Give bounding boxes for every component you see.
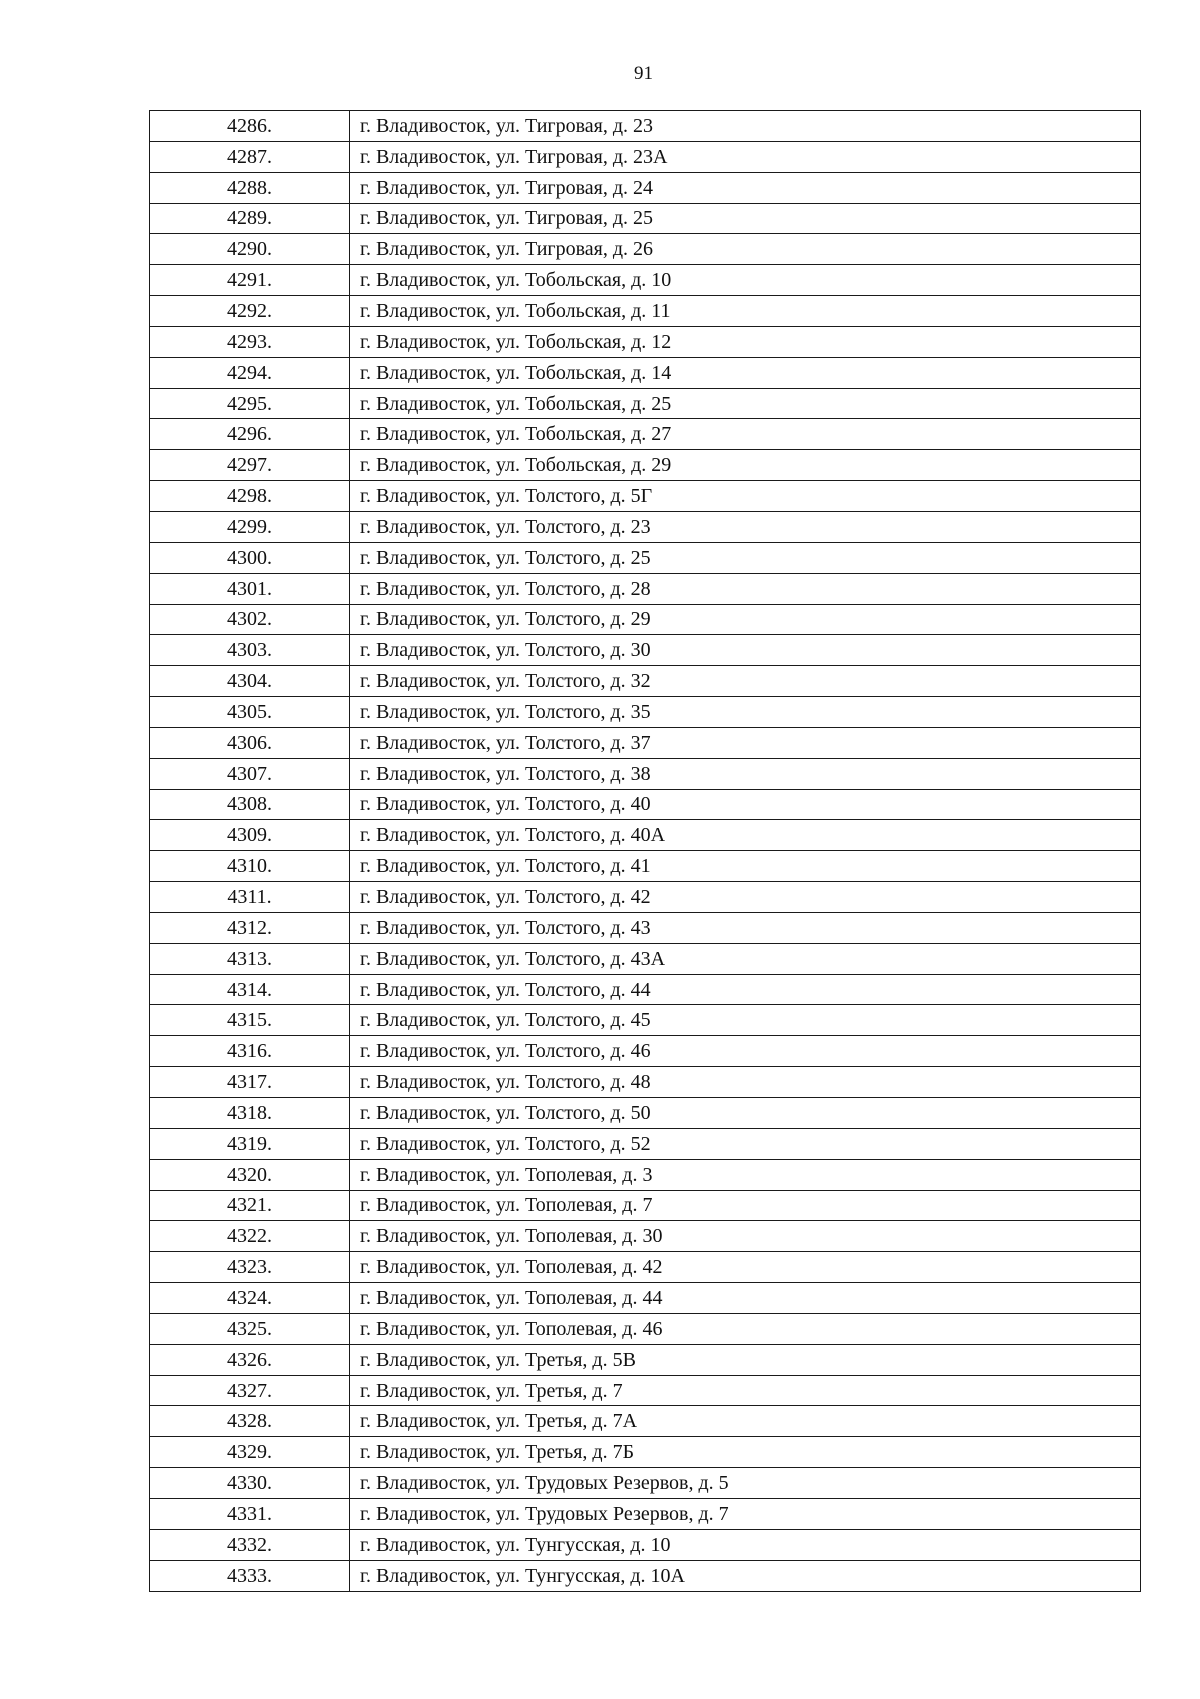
- address-cell: г. Владивосток, ул. Тобольская, д. 27: [350, 419, 1141, 450]
- row-number-cell: 4332.: [150, 1529, 350, 1560]
- address-cell: г. Владивосток, ул. Толстого, д. 42: [350, 882, 1141, 913]
- table-row: [150, 481, 1141, 512]
- table-row: [150, 172, 1141, 203]
- table-row: [150, 573, 1141, 604]
- table-row: [150, 758, 1141, 789]
- address-cell: г. Владивосток, ул. Толстого, д. 37: [350, 727, 1141, 758]
- table-row: [150, 882, 1141, 913]
- table-row: [150, 1344, 1141, 1375]
- row-number-cell: 4324.: [150, 1283, 350, 1314]
- row-number-cell: 4291.: [150, 265, 350, 296]
- table-row: [150, 851, 1141, 882]
- address-cell: г. Владивосток, ул. Тигровая, д. 23А: [350, 141, 1141, 172]
- address-cell: г. Владивосток, ул. Тигровая, д. 25: [350, 203, 1141, 234]
- row-number-cell: 4321.: [150, 1190, 350, 1221]
- row-number-cell: 4302.: [150, 604, 350, 635]
- row-number-cell: 4288.: [150, 172, 350, 203]
- table-row: [150, 326, 1141, 357]
- row-number-cell: 4322.: [150, 1221, 350, 1252]
- row-number-cell: 4325.: [150, 1313, 350, 1344]
- table-row: [150, 511, 1141, 542]
- address-cell: г. Владивосток, ул. Толстого, д. 25: [350, 542, 1141, 573]
- table-row: [150, 1098, 1141, 1129]
- table-row: [150, 1375, 1141, 1406]
- row-number-cell: 4323.: [150, 1252, 350, 1283]
- address-cell: г. Владивосток, ул. Толстого, д. 38: [350, 758, 1141, 789]
- address-cell: г. Владивосток, ул. Толстого, д. 50: [350, 1098, 1141, 1129]
- table-row: [150, 943, 1141, 974]
- address-cell: г. Владивосток, ул. Тополевая, д. 7: [350, 1190, 1141, 1221]
- address-cell: г. Владивосток, ул. Тополевая, д. 30: [350, 1221, 1141, 1252]
- table-row: [150, 388, 1141, 419]
- row-number-cell: 4289.: [150, 203, 350, 234]
- address-cell: г. Владивосток, ул. Толстого, д. 43А: [350, 943, 1141, 974]
- address-cell: г. Владивосток, ул. Тополевая, д. 3: [350, 1159, 1141, 1190]
- address-register-body: [150, 111, 1141, 1592]
- table-row: [150, 450, 1141, 481]
- address-cell: г. Владивосток, ул. Тобольская, д. 11: [350, 296, 1141, 327]
- address-cell: г. Владивосток, ул. Толстого, д. 29: [350, 604, 1141, 635]
- row-number-cell: 4320.: [150, 1159, 350, 1190]
- table-row: [150, 111, 1141, 142]
- table-row: [150, 1498, 1141, 1529]
- row-number-cell: 4306.: [150, 727, 350, 758]
- address-cell: г. Владивосток, ул. Толстого, д. 45: [350, 1005, 1141, 1036]
- row-number-cell: 4312.: [150, 912, 350, 943]
- address-cell: г. Владивосток, ул. Третья, д. 7Б: [350, 1437, 1141, 1468]
- row-number-cell: 4292.: [150, 296, 350, 327]
- address-cell: г. Владивосток, ул. Толстого, д. 44: [350, 974, 1141, 1005]
- table-row: [150, 419, 1141, 450]
- row-number-cell: 4298.: [150, 481, 350, 512]
- address-cell: г. Владивосток, ул. Тобольская, д. 14: [350, 357, 1141, 388]
- row-number-cell: 4331.: [150, 1498, 350, 1529]
- address-cell: г. Владивосток, ул. Тобольская, д. 12: [350, 326, 1141, 357]
- row-number-cell: 4330.: [150, 1468, 350, 1499]
- address-cell: г. Владивосток, ул. Толстого, д. 41: [350, 851, 1141, 882]
- address-cell: г. Владивосток, ул. Толстого, д. 5Г: [350, 481, 1141, 512]
- address-cell: г. Владивосток, ул. Толстого, д. 43: [350, 912, 1141, 943]
- address-cell: г. Владивосток, ул. Третья, д. 7: [350, 1375, 1141, 1406]
- table-row: [150, 1252, 1141, 1283]
- row-number-cell: 4293.: [150, 326, 350, 357]
- address-cell: г. Владивосток, ул. Толстого, д. 30: [350, 635, 1141, 666]
- address-cell: г. Владивосток, ул. Толстого, д. 48: [350, 1067, 1141, 1098]
- row-number-cell: 4309.: [150, 820, 350, 851]
- table-row: [150, 1437, 1141, 1468]
- address-cell: г. Владивосток, ул. Толстого, д. 40А: [350, 820, 1141, 851]
- address-cell: г. Владивосток, ул. Толстого, д. 46: [350, 1036, 1141, 1067]
- address-cell: г. Владивосток, ул. Тунгусская, д. 10А: [350, 1560, 1141, 1591]
- address-cell: г. Владивосток, ул. Толстого, д. 52: [350, 1128, 1141, 1159]
- row-number-cell: 4307.: [150, 758, 350, 789]
- table-row: [150, 1560, 1141, 1591]
- table-row: [150, 203, 1141, 234]
- address-cell: г. Владивосток, ул. Тобольская, д. 25: [350, 388, 1141, 419]
- row-number-cell: 4318.: [150, 1098, 350, 1129]
- address-cell: г. Владивосток, ул. Тобольская, д. 10: [350, 265, 1141, 296]
- row-number-cell: 4310.: [150, 851, 350, 882]
- row-number-cell: 4333.: [150, 1560, 350, 1591]
- table-row: [150, 1005, 1141, 1036]
- address-cell: г. Владивосток, ул. Тополевая, д. 46: [350, 1313, 1141, 1344]
- table-row: [150, 727, 1141, 758]
- row-number-cell: 4329.: [150, 1437, 350, 1468]
- row-number-cell: 4295.: [150, 388, 350, 419]
- table-row: [150, 234, 1141, 265]
- address-cell: г. Владивосток, ул. Тигровая, д. 26: [350, 234, 1141, 265]
- address-cell: г. Владивосток, ул. Толстого, д. 28: [350, 573, 1141, 604]
- row-number-cell: 4328.: [150, 1406, 350, 1437]
- row-number-cell: 4317.: [150, 1067, 350, 1098]
- address-cell: г. Владивосток, ул. Толстого, д. 35: [350, 697, 1141, 728]
- row-number-cell: 4299.: [150, 511, 350, 542]
- row-number-cell: 4300.: [150, 542, 350, 573]
- table-row: [150, 604, 1141, 635]
- row-number-cell: 4308.: [150, 789, 350, 820]
- address-cell: г. Владивосток, ул. Толстого, д. 40: [350, 789, 1141, 820]
- row-number-cell: 4319.: [150, 1128, 350, 1159]
- table-row: [150, 635, 1141, 666]
- table-row: [150, 697, 1141, 728]
- table-row: [150, 1406, 1141, 1437]
- row-number-cell: 4290.: [150, 234, 350, 265]
- address-cell: г. Владивосток, ул. Третья, д. 7А: [350, 1406, 1141, 1437]
- address-cell: г. Владивосток, ул. Трудовых Резервов, д. 7: [350, 1498, 1141, 1529]
- row-number-cell: 4316.: [150, 1036, 350, 1067]
- address-cell: г. Владивосток, ул. Тополевая, д. 42: [350, 1252, 1141, 1283]
- row-number-cell: 4286.: [150, 111, 350, 142]
- address-cell: г. Владивосток, ул. Тигровая, д. 23: [350, 111, 1141, 142]
- table-row: [150, 1128, 1141, 1159]
- page-number: 91: [634, 63, 653, 84]
- address-cell: г. Владивосток, ул. Толстого, д. 23: [350, 511, 1141, 542]
- row-number-cell: 4326.: [150, 1344, 350, 1375]
- table-row: [150, 1529, 1141, 1560]
- row-number-cell: 4315.: [150, 1005, 350, 1036]
- row-number-cell: 4314.: [150, 974, 350, 1005]
- row-number-cell: 4305.: [150, 697, 350, 728]
- address-cell: г. Владивосток, ул. Тополевая, д. 44: [350, 1283, 1141, 1314]
- table-row: [150, 666, 1141, 697]
- address-cell: г. Владивосток, ул. Тунгусская, д. 10: [350, 1529, 1141, 1560]
- row-number-cell: 4313.: [150, 943, 350, 974]
- row-number-cell: 4327.: [150, 1375, 350, 1406]
- table-row: [150, 357, 1141, 388]
- table-row: [150, 1190, 1141, 1221]
- table-row: [150, 820, 1141, 851]
- table-row: [150, 1067, 1141, 1098]
- row-number-cell: 4304.: [150, 666, 350, 697]
- table-row: [150, 1313, 1141, 1344]
- address-cell: г. Владивосток, ул. Тигровая, д. 24: [350, 172, 1141, 203]
- address-register-table: [149, 110, 1141, 1592]
- table-row: [150, 1159, 1141, 1190]
- table-row: [150, 1283, 1141, 1314]
- table-row: [150, 1036, 1141, 1067]
- address-cell: г. Владивосток, ул. Тобольская, д. 29: [350, 450, 1141, 481]
- table-row: [150, 1221, 1141, 1252]
- table-row: [150, 296, 1141, 327]
- address-cell: г. Владивосток, ул. Трудовых Резервов, д. 5: [350, 1468, 1141, 1499]
- row-number-cell: 4294.: [150, 357, 350, 388]
- row-number-cell: 4296.: [150, 419, 350, 450]
- table-row: [150, 789, 1141, 820]
- table-row: [150, 912, 1141, 943]
- table-row: [150, 1468, 1141, 1499]
- row-number-cell: 4303.: [150, 635, 350, 666]
- row-number-cell: 4301.: [150, 573, 350, 604]
- address-cell: г. Владивосток, ул. Третья, д. 5В: [350, 1344, 1141, 1375]
- table-row: [150, 141, 1141, 172]
- row-number-cell: 4297.: [150, 450, 350, 481]
- table-row: [150, 542, 1141, 573]
- address-cell: г. Владивосток, ул. Толстого, д. 32: [350, 666, 1141, 697]
- row-number-cell: 4311.: [150, 882, 350, 913]
- table-row: [150, 974, 1141, 1005]
- table-row: [150, 265, 1141, 296]
- row-number-cell: 4287.: [150, 141, 350, 172]
